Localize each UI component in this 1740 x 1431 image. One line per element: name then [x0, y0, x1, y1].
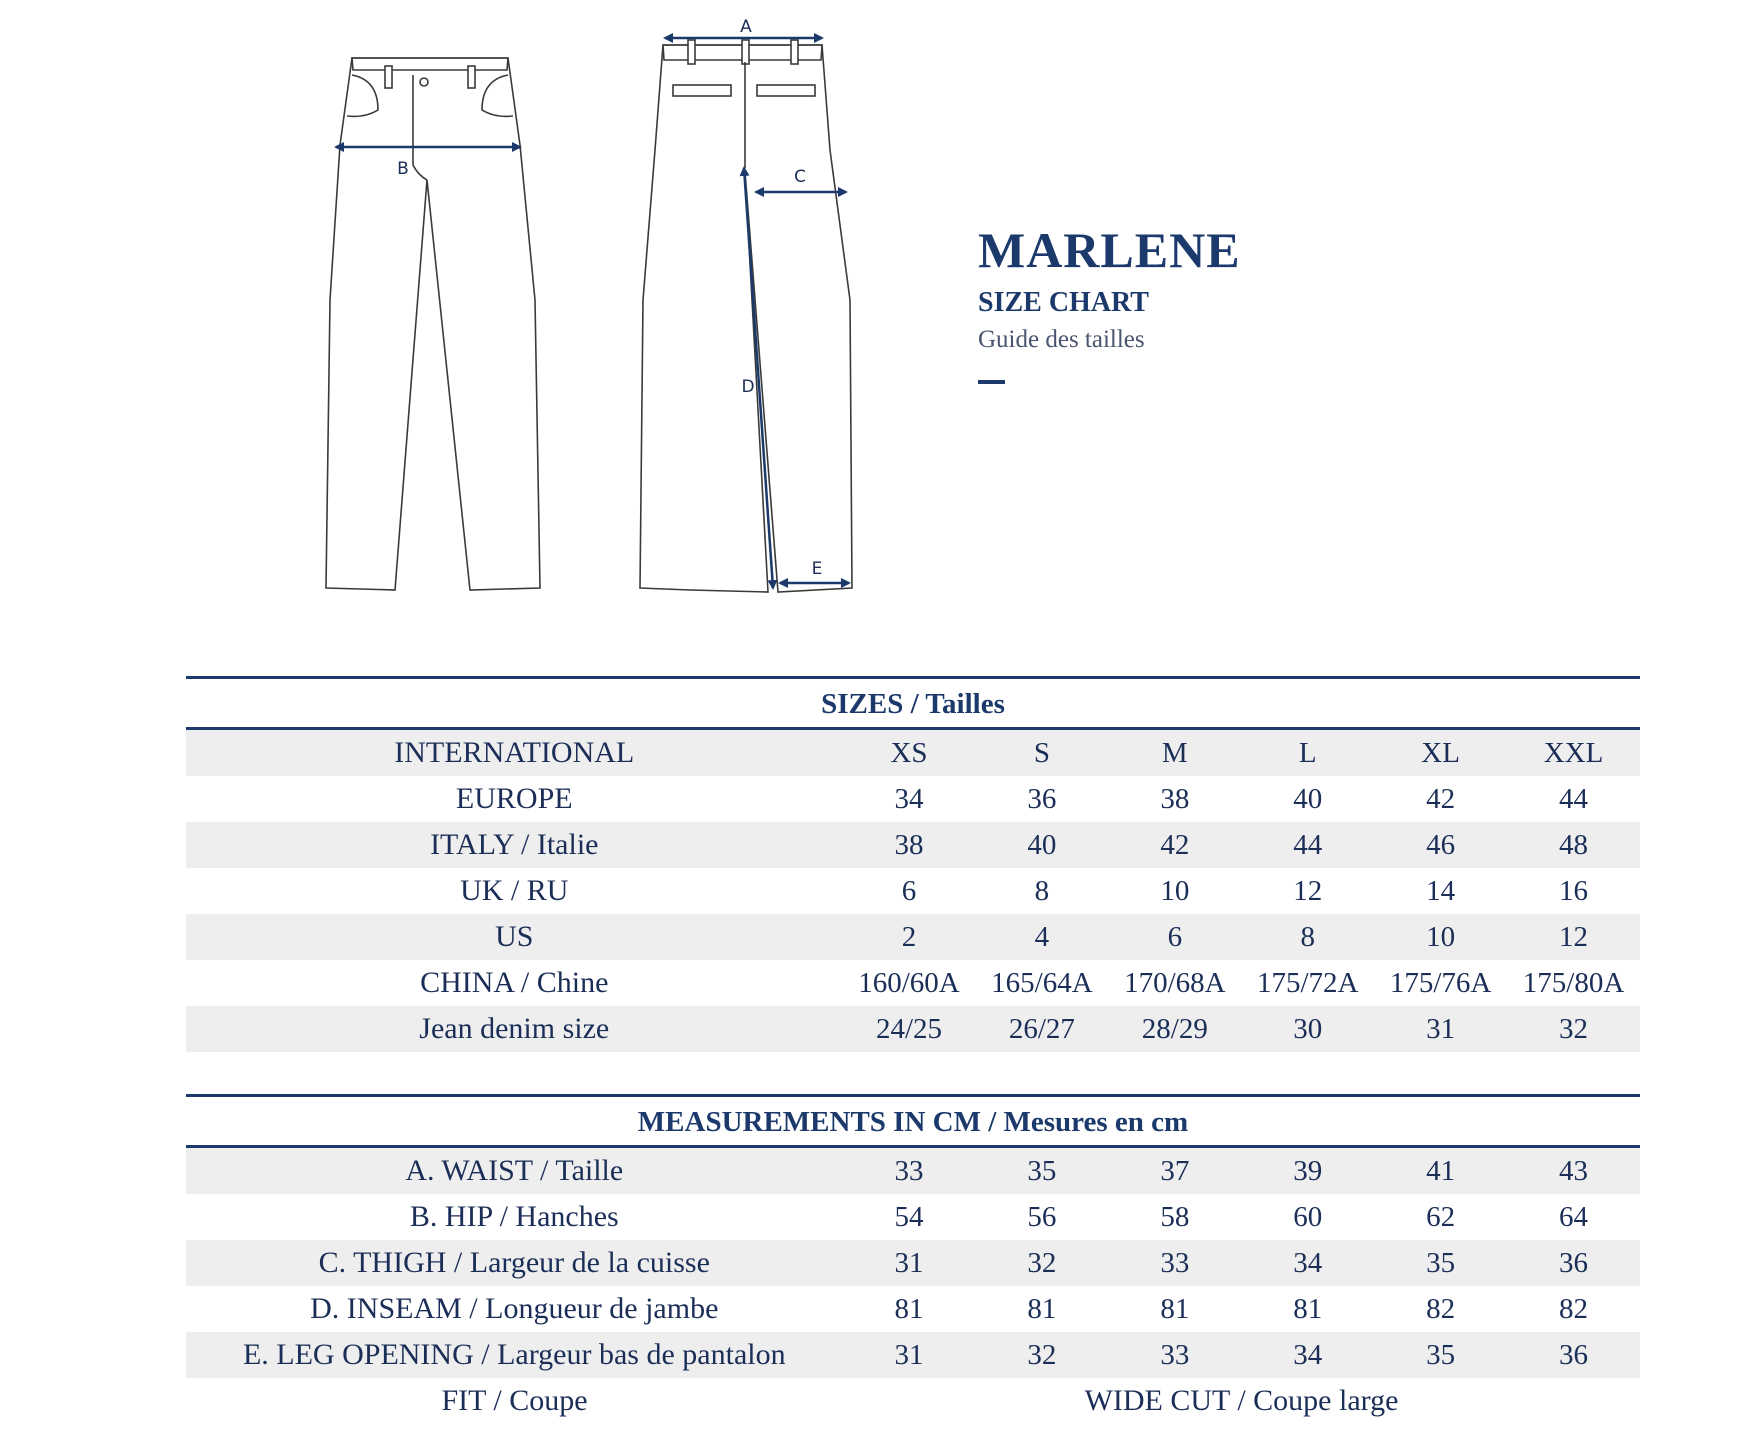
table-cell: 24/25 — [875, 1012, 943, 1045]
table-cell: 46 — [1426, 828, 1456, 861]
table-cell: 41 — [1426, 1154, 1456, 1187]
table-cell: 30 — [1293, 1012, 1323, 1045]
table-cell: XL — [1421, 736, 1460, 769]
table-cell: 14 — [1426, 874, 1456, 907]
fit-value: WIDE CUT / Coupe large — [1084, 1384, 1399, 1417]
table-cell: 34 — [1293, 1338, 1323, 1371]
table-cell: 35 — [1027, 1154, 1057, 1187]
table-cell: S — [1033, 736, 1050, 769]
table-cell: 32 — [1559, 1012, 1589, 1045]
table-cell: 33 — [1160, 1338, 1190, 1371]
table-cell: 44 — [1293, 828, 1323, 861]
table-cell: 56 — [1027, 1200, 1057, 1233]
table-cell: 81 — [894, 1292, 924, 1325]
table-row — [186, 1194, 1640, 1240]
table-cell: 34 — [894, 782, 924, 815]
table-cell: 10 — [1426, 920, 1456, 953]
table-row — [186, 960, 1640, 1006]
table-row — [186, 1148, 1640, 1194]
table-cell: 32 — [1027, 1246, 1057, 1279]
heading-block — [978, 222, 1241, 384]
table-cell: 160/60A — [858, 966, 960, 999]
table-cell: 2 — [901, 920, 917, 953]
table-cell: 12 — [1293, 874, 1323, 907]
table-cell: 37 — [1160, 1154, 1190, 1187]
table-cell: 31 — [894, 1338, 924, 1371]
table-cell: 12 — [1559, 920, 1589, 953]
trousers-diagram — [0, 0, 1740, 640]
table-cell: 4 — [1034, 920, 1050, 953]
row-label: INTERNATIONAL — [394, 736, 635, 769]
table-cell: 58 — [1160, 1200, 1190, 1233]
table-cell: 165/64A — [991, 966, 1093, 999]
table-cell: 175/72A — [1256, 966, 1359, 999]
size-chart-subtitle: SIZE CHART — [978, 287, 1149, 318]
row-label: EUROPE — [455, 782, 573, 815]
table-cell: 81 — [1293, 1292, 1323, 1325]
table-cell: 82 — [1559, 1292, 1589, 1325]
table-cell: 31 — [894, 1246, 924, 1279]
table-cell: 16 — [1559, 874, 1589, 907]
table-row — [186, 1240, 1640, 1286]
row-label: US — [495, 920, 534, 953]
table-row — [186, 1006, 1640, 1052]
table-row — [186, 776, 1640, 822]
row-label: E. LEG OPENING / Largeur bas de pantalon — [242, 1338, 786, 1371]
table-cell: M — [1161, 736, 1188, 769]
table-cell: 40 — [1027, 828, 1057, 861]
table-cell: 36 — [1559, 1246, 1589, 1279]
table-cell: 81 — [1027, 1292, 1057, 1325]
heading-divider — [978, 380, 1005, 384]
table-cell: 6 — [1167, 920, 1183, 953]
table-row — [186, 1332, 1640, 1378]
table-cell: 8 — [1034, 874, 1050, 907]
table-row — [186, 1286, 1640, 1332]
table-row — [186, 822, 1640, 868]
row-label: CHINA / Chine — [420, 966, 609, 999]
table-row — [186, 914, 1640, 960]
measure-label-d: D — [741, 377, 755, 397]
measure-label-e: E — [811, 559, 823, 579]
table-cell: 38 — [894, 828, 924, 861]
table-cell: 28/29 — [1141, 1012, 1208, 1045]
table-cell: 42 — [1160, 828, 1190, 861]
table-cell: 8 — [1300, 920, 1315, 953]
measure-label-b: B — [397, 159, 409, 179]
row-label: Jean denim size — [419, 1012, 610, 1045]
brand-title: MARLENE — [978, 222, 1241, 278]
table-row — [186, 730, 1640, 776]
size-chart-subtitle-fr: Guide des tailles — [978, 326, 1145, 353]
table-cell: 10 — [1160, 874, 1190, 907]
sizes-table-title: SIZES / Tailles — [186, 676, 1640, 730]
table-cell: 35 — [1426, 1338, 1456, 1371]
table-cell: 62 — [1426, 1200, 1456, 1233]
row-label: D. INSEAM / Longueur de jambe — [310, 1292, 719, 1325]
table-cell: 44 — [1559, 782, 1589, 815]
fit-row — [186, 1378, 1640, 1424]
table-cell: L — [1298, 736, 1317, 769]
measure-label-a: A — [740, 17, 752, 37]
measure-label-c: C — [794, 167, 806, 187]
table-cell: 6 — [901, 874, 917, 907]
sizes-table — [186, 676, 1640, 1052]
table-cell: 170/68A — [1124, 966, 1226, 999]
front-view-trousers — [326, 58, 540, 590]
table-row — [186, 868, 1640, 914]
table-cell: 36 — [1027, 782, 1057, 815]
table-cell: 32 — [1027, 1338, 1057, 1371]
table-cell: 26/27 — [1008, 1012, 1075, 1045]
measurements-table — [186, 1094, 1640, 1424]
row-label: ITALY / Italie — [430, 828, 599, 861]
table-cell: 43 — [1559, 1154, 1589, 1187]
table-cell: 60 — [1293, 1200, 1323, 1233]
table-cell: 33 — [894, 1154, 924, 1187]
table-cell: 36 — [1559, 1338, 1589, 1371]
table-cell: XXL — [1543, 736, 1604, 769]
table-cell: 40 — [1293, 782, 1323, 815]
table-cell: 175/76A — [1389, 966, 1492, 999]
table-cell: 33 — [1160, 1246, 1190, 1279]
measurements-table-title: MEASUREMENTS IN CM / Mesures en cm — [186, 1094, 1640, 1148]
fit-label: FIT / Coupe — [441, 1384, 588, 1417]
table-cell: 31 — [1426, 1012, 1456, 1045]
table-cell: 34 — [1293, 1246, 1323, 1279]
back-view-trousers — [640, 40, 852, 592]
table-cell: 81 — [1160, 1292, 1190, 1325]
row-label: C. THIGH / Largeur de la cuisse — [318, 1246, 710, 1279]
table-cell: 48 — [1559, 828, 1589, 861]
table-cell: XS — [890, 736, 928, 769]
table-cell: 64 — [1559, 1200, 1589, 1233]
row-label: B. HIP / Hanches — [409, 1200, 619, 1233]
table-cell: 39 — [1293, 1154, 1323, 1187]
table-cell: 54 — [894, 1200, 924, 1233]
table-cell: 38 — [1160, 782, 1190, 815]
table-cell: 175/80A — [1522, 966, 1625, 999]
row-label: UK / RU — [460, 874, 569, 907]
table-cell: 35 — [1426, 1246, 1456, 1279]
row-label: A. WAIST / Taille — [405, 1154, 624, 1187]
table-cell: 82 — [1426, 1292, 1456, 1325]
table-cell: 42 — [1426, 782, 1456, 815]
